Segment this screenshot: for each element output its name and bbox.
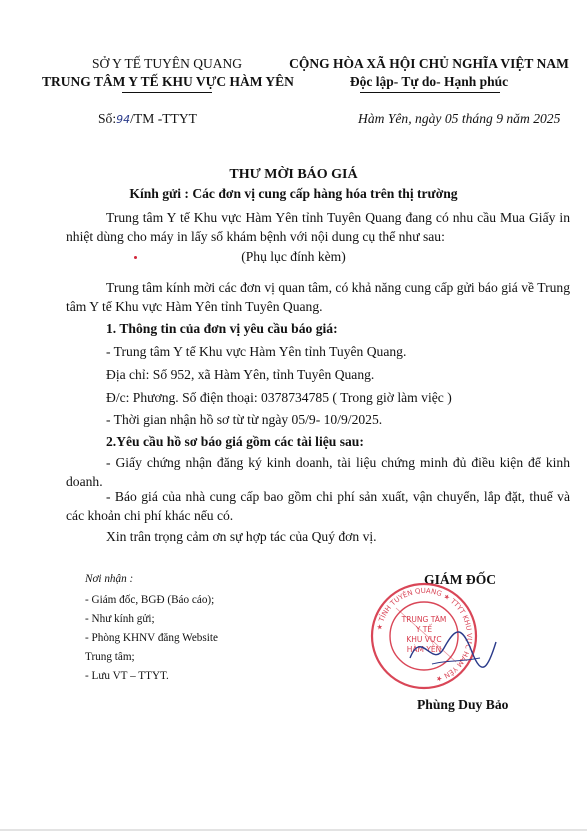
document-number <box>98 109 197 129</box>
header-right-country: CỘNG HÒA XÃ HỘI CHỦ NGHĨA VIỆT NAM <box>289 56 569 71</box>
document-date: Hàm Yên, ngày 05 tháng 9 năm 2025 <box>358 111 561 126</box>
recipients-item: - Phòng KHNV đăng Website <box>85 632 218 644</box>
recipients-item: - Giám đốc, BGĐ (Báo cáo); <box>85 594 215 606</box>
document-title: THƯ MỜI BÁO GIÁ <box>229 167 358 182</box>
signature-name: Phùng Duy Bảo <box>417 697 509 712</box>
header-left-center: TRUNG TÂM Y TẾ KHU VỰC HÀM YÊN <box>42 74 294 89</box>
document-number-suffix: /TM -TTYT <box>130 111 197 126</box>
section1-line: Địa chỉ: Số 952, xã Hàm Yên, tỉnh Tuyên Quang. <box>106 367 375 382</box>
header-left-ministry: SỞ Y TẾ TUYÊN QUANG <box>92 56 242 71</box>
signature-title: GIÁM ĐỐC <box>424 572 497 587</box>
document-number-prefix: Số: <box>98 111 117 126</box>
svg-text:KHU VỰC: KHU VỰC <box>406 635 442 644</box>
svg-text:TRUNG TÂM: TRUNG TÂM <box>401 615 447 624</box>
document-number-handwritten: 94 <box>116 113 131 126</box>
recipient-line: Kính gửi : Các đơn vị cung cấp hàng hóa trên thị trường <box>129 186 458 201</box>
handwritten-signature-icon <box>402 618 502 678</box>
section2-item: - Giấy chứng nhận đăng ký kinh doanh, tài liệu chứng minh đủ điều kiện để kinh doanh. <box>66 455 570 489</box>
header-left-underline <box>122 92 212 93</box>
header-right-motto: Độc lập- Tự do- Hạnh phúc <box>349 74 509 89</box>
intro-paragraph: Trung tâm Y tế Khu vực Hàm Yên tỉnh Tuyên Quang đang có nhu cầu Mua Giấy in nhiệt dùng cho máy in lấy số khám bệnh với nội dung cụ thể như sau: <box>66 210 570 244</box>
svg-text:HÀM YÊN: HÀM YÊN <box>406 645 442 654</box>
recipients-item: - Lưu VT – TTYT. <box>85 670 169 682</box>
page-bottom-edge <box>0 829 587 831</box>
recipients-heading: Nơi nhận : <box>85 573 134 585</box>
section2-item: - Báo giá của nhà cung cấp bao gồm chi phí sản xuất, vận chuyển, lắp đặt, thuế và các khoản chi phí khác nếu có. <box>66 489 570 523</box>
recipients-item: - Như kính gửi; <box>85 613 155 625</box>
invite-paragraph: Trung tâm kính mời các đơn vị quan tâm, có khả năng cung cấp gửi báo giá về Trung tâm Y tế Khu vực Hàm Yên tỉnh Tuyên Quang. <box>66 280 570 314</box>
section1-line: - Trung tâm Y tế Khu vực Hàm Yên tỉnh Tuyên Quang. <box>106 344 407 359</box>
section1-line: - Thời gian nhận hồ sơ từ từ ngày 05/9- 10/9/2025. <box>106 412 383 427</box>
section2-heading: 2.Yêu cầu hồ sơ báo giá gồm các tài liệu sau: <box>106 434 364 449</box>
section1-heading: 1. Thông tin của đơn vị yêu cầu báo giá: <box>106 321 338 336</box>
svg-text:Y TẾ: Y TẾ <box>415 625 433 634</box>
header-right-underline <box>360 92 500 93</box>
appendix-note: (Phụ lục đính kèm) <box>241 249 346 264</box>
section1-line: Đ/c: Phương. Số điện thoại: 0378734785 ( Trong giờ làm việc ) <box>106 390 452 405</box>
thanks-line: Xin trân trọng cảm ơn sự hợp tác của Quý đơn vị. <box>106 529 377 544</box>
svg-text:★ TỈNH TUYÊN QUANG ★ TTYT KHU: ★ TỈNH TUYÊN QUANG ★ TTYT KHU VỰC HÀM YÊN ★ <box>375 586 474 684</box>
recipients-item: Trung tâm; <box>85 651 135 663</box>
